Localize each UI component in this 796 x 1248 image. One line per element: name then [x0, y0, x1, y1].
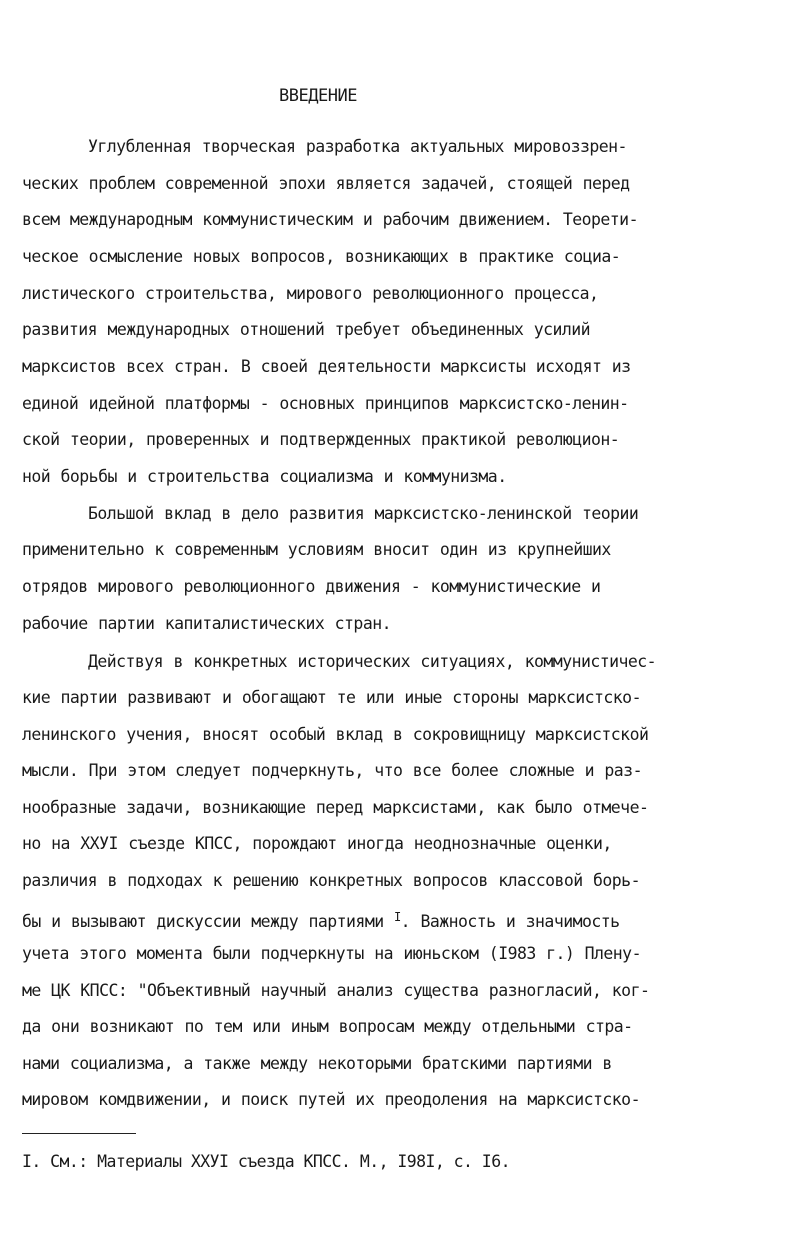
text-line: применительно к современным условиям вносит один из крупнейших [22, 540, 611, 559]
text-line: листического строительства, мирового революционного процесса, [22, 284, 599, 303]
footnote-marker: I [393, 910, 401, 924]
page-title: ВВЕДЕНИЕ [279, 86, 357, 106]
text-line: ской теории, проверенных и подтвержденных практикой революцион- [22, 430, 620, 449]
text-line: единой идейной платформы - основных принципов марксистско-ленин- [22, 394, 629, 413]
text-line: отрядов мирового революционного движения - коммунистические и [22, 577, 601, 596]
text-line: да они возникают по тем или иным вопросам между отдельными стра- [22, 1017, 633, 1036]
footnote-divider [22, 1133, 136, 1134]
text-line: ческое осмысление новых вопросов, возникающих в практике социа- [22, 247, 621, 266]
text-line: ме ЦК КПСС: "Объективный научный анализ существа разногласий, ког- [22, 981, 650, 1000]
text-line: Углубленная творческая разработка актуальных мировоззрен- [88, 137, 627, 156]
text-line-with-footnote [22, 907, 620, 932]
text-segment: . Важность и значимость [400, 912, 620, 931]
text-line: ческих проблем современной эпохи является задачей, стоящей перед [22, 174, 630, 193]
text-line: мировом комдвижении, и поиск путей их преодоления на марксистско- [22, 1090, 640, 1109]
text-line: рабочие партии капиталистических стран. [22, 614, 391, 633]
text-line: нами социализма, а также между некоторыми братскими партиями в [22, 1054, 612, 1073]
text-segment: бы и вызывают дискуссии между партиями [22, 912, 384, 931]
text-line: всем международным коммунистическим и рабочим движением. Теорети- [22, 210, 638, 229]
text-line: Большой вклад в дело развития марксистско-ленинской теории [88, 504, 639, 523]
text-line: мысли. При этом следует подчеркнуть, что все более сложные и раз- [22, 761, 642, 780]
text-line: ленинского учения, вносят особый вклад в сокровищницу марксистской [22, 725, 649, 744]
text-line: учета этого момента были подчеркнуты на июньском (I983 г.) Плену- [22, 944, 641, 963]
text-line: Действуя в конкретных исторических ситуациях, коммунистичес- [88, 652, 657, 671]
text-line: кие партии развивают и обогащают те или иные стороны марксистско- [22, 688, 641, 707]
text-line: но на ХХУI съезде КПСС, порождают иногда неоднозначные оценки, [22, 834, 612, 853]
text-line: ной борьбы и строительства социализма и коммунизма. [22, 467, 507, 486]
text-line: различия в подходах к решению конкретных вопросов классовой борь- [22, 871, 640, 890]
text-line: развития международных отношений требует объединенных усилий [22, 320, 591, 339]
text-line: марксистов всех стран. В своей деятельности марксисты исходят из [22, 357, 631, 376]
footnote-text: I. См.: Материалы ХХУI съезда КПСС. М., I98I, с. I6. [22, 1152, 510, 1171]
text-line: нообразные задачи, возникающие перед марксистами, как было отмече- [22, 798, 649, 817]
